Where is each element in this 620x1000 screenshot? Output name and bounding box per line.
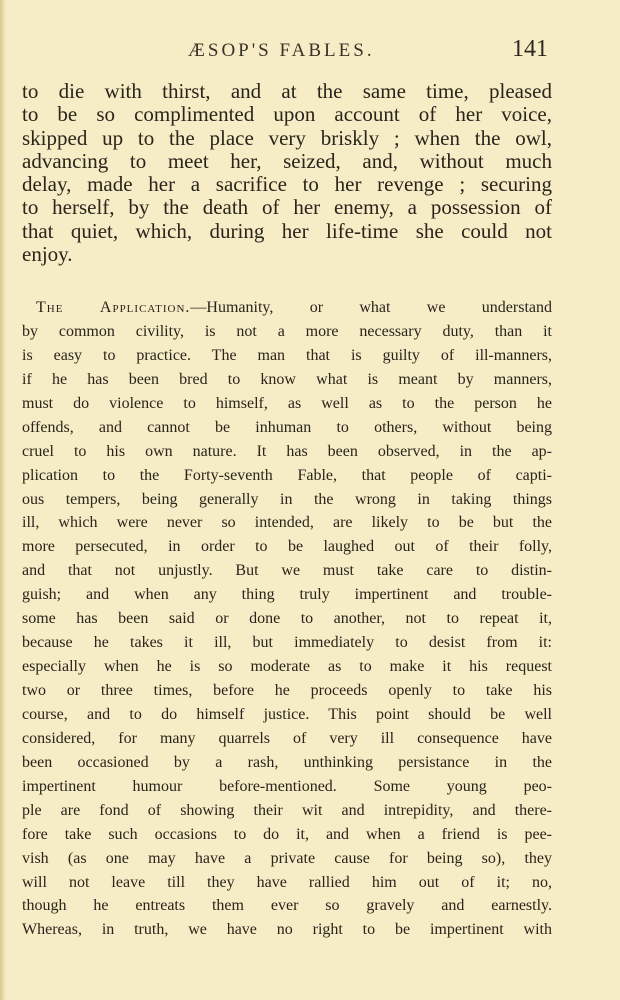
text-line: course, and to do himself justice. This point should be well bbox=[22, 705, 552, 723]
text-line: guish; and when any thing truly impertinent and trouble- bbox=[22, 586, 552, 604]
text-line: skipped up to the place very briskly ; when the owl, bbox=[22, 126, 552, 150]
application-first-line bbox=[22, 296, 552, 320]
text-line: ous tempers, being generally in the wrong in taking things bbox=[22, 490, 552, 508]
text-line: is easy to practice. The man that is guilty of ill-manners, bbox=[22, 346, 552, 364]
text-line: delay, made her a sacrifice to her revenge ; securing bbox=[22, 173, 552, 197]
text-line: advancing to meet her, seized, and, without much bbox=[22, 149, 552, 173]
text-line: to herself, by the death of her enemy, a possession of bbox=[22, 196, 552, 220]
text-line: and that not unjustly. But we must take care to distin- bbox=[22, 562, 552, 580]
text-line: if he has been bred to know what is meant by manners, bbox=[22, 370, 552, 388]
text-line: especially when he is so moderate as to make it his request bbox=[22, 658, 552, 676]
running-title: ÆSOP'S FABLES. bbox=[188, 40, 375, 61]
text-line: enjoy. bbox=[22, 243, 73, 267]
text-line: fore take such occasions to do it, and when a friend is pee- bbox=[22, 825, 552, 843]
text-line: more persecuted, in order to be laughed out of their folly, bbox=[22, 538, 552, 556]
text-line: impertinent humour before-mentioned. Some young peo- bbox=[22, 777, 552, 795]
text-line: to die with thirst, and at the same time, pleased bbox=[22, 80, 552, 103]
text-line: ple are fond of showing their wit and intrepidity, and there- bbox=[22, 801, 552, 819]
text-line: two or three times, before he proceeds openly to take his bbox=[22, 682, 552, 699]
text-line: offends, and cannot be inhuman to others, without being bbox=[22, 418, 552, 436]
text-line: because he takes it ill, but immediately to desist from it: bbox=[22, 634, 552, 652]
page-edge bbox=[0, 0, 6, 1000]
text-line: Whereas, in truth, we have no right to be impertinent with bbox=[22, 921, 552, 939]
text-line: considered, for many quarrels of very ill consequence have bbox=[22, 729, 552, 747]
text-line: by common civility, is not a more necessary duty, than it bbox=[22, 322, 552, 340]
text-line: though he entreats them ever so gravely and earnestly. bbox=[22, 897, 552, 915]
text-line: some has been said or done to another, not to repeat it, bbox=[22, 610, 552, 628]
application-label: The Application. bbox=[36, 299, 191, 316]
text-line: will not leave till they have rallied him out of it; no, bbox=[22, 873, 552, 891]
text-line: ill, which were never so intended, are likely to be but the bbox=[22, 514, 552, 532]
text-line: must do violence to himself, as well as to the person he bbox=[22, 394, 552, 412]
text-line: plication to the Forty-seventh Fable, that people of capti- bbox=[22, 466, 552, 484]
page-number: 141 bbox=[512, 36, 548, 62]
text-line: cruel to his own nature. It has been observed, in the ap- bbox=[22, 442, 552, 460]
page-header bbox=[0, 36, 620, 64]
text-line: been occasioned by a rash, unthinking persistance in the bbox=[22, 753, 552, 771]
text-line: to be so complimented upon account of her voice, bbox=[22, 103, 552, 127]
fable-conclusion-paragraph bbox=[22, 80, 552, 266]
text-line: vish (as one may have a private cause for being so), they bbox=[22, 849, 552, 867]
application-first-line-text: —Humanity, or what we understand bbox=[190, 299, 552, 316]
text-line: that quiet, which, during her life-time she could not bbox=[22, 219, 552, 243]
application-paragraph bbox=[22, 296, 552, 942]
